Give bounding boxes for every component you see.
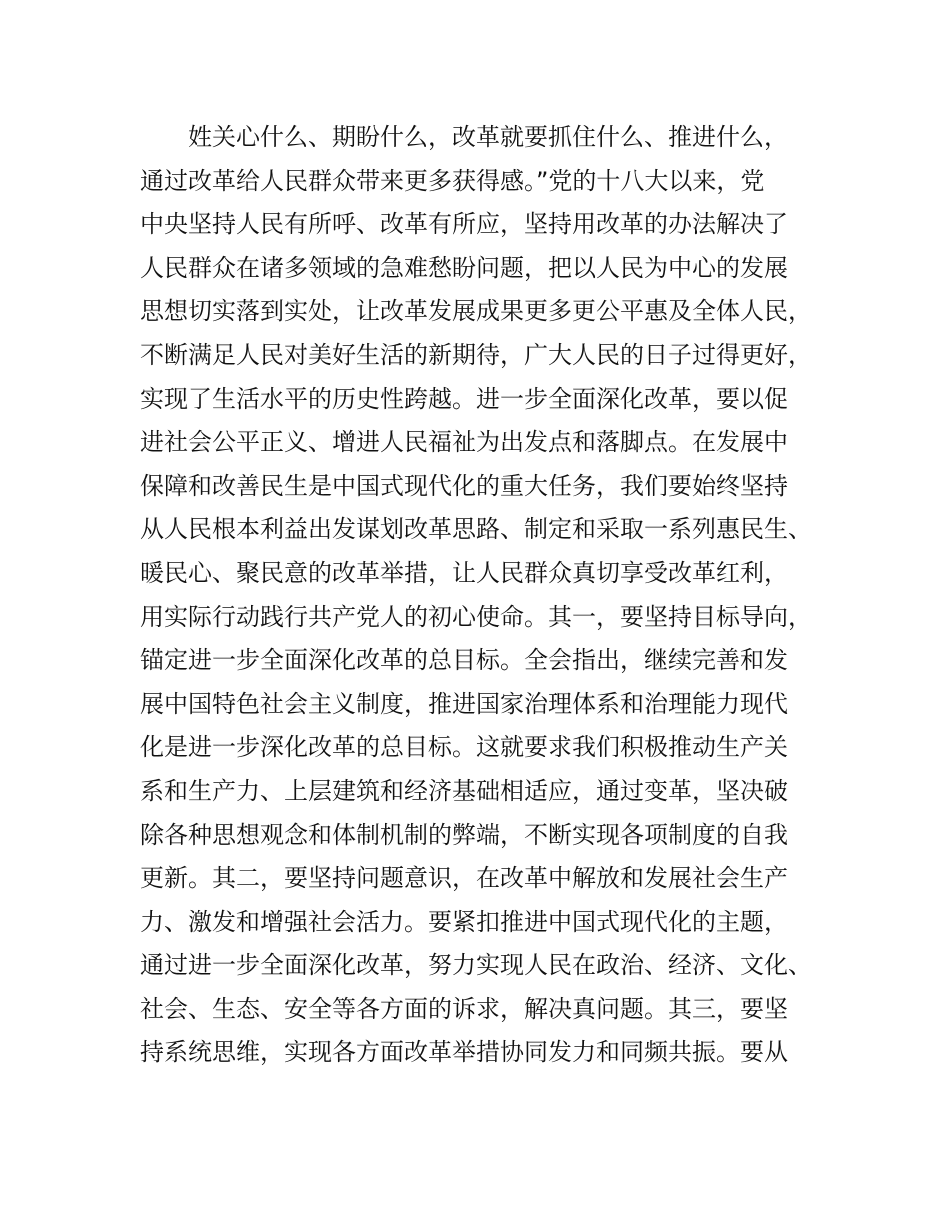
text-line: 思想切实落到实处，让改革发展成果更多更公平惠及全体人民， — [140, 297, 812, 326]
text-line: 保障和改善民生是中国式现代化的重大任务，我们要始终坚持 — [140, 471, 788, 500]
text-line: 人民群众在诸多领域的急难愁盼问题，把以人民为中心的发展 — [140, 253, 788, 282]
text-line: 用实际行动践行共产党人的初心使命。其一，要坚持目标导向， — [140, 602, 812, 631]
text-line: 锚定进一步全面深化改革的总目标。全会指出，继续完善和发 — [140, 646, 788, 675]
text-line: 姓关心什么、期盼什么，改革就要抓住什么、推进什么， — [188, 123, 788, 151]
text-line: 通过改革给人民群众带来更多获得感。”党的十八大以来，党 — [140, 166, 765, 195]
text-line: 力、激发和增强社会活力。要紧扣推进中国式现代化的主题， — [140, 907, 788, 936]
text-line: 暖民心、聚民意的改革举措，让人民群众真切享受改革红利， — [140, 558, 788, 587]
text-line: 社会、生态、安全等各方面的诉求，解决真问题。其三，要坚 — [140, 994, 788, 1023]
text-line: 持系统思维，实现各方面改革举措协同发力和同频共振。要从 — [140, 1038, 788, 1067]
text-line: 展中国特色社会主义制度，推进国家治理体系和治理能力现代 — [140, 689, 788, 718]
text-line: 通过进一步全面深化改革，努力实现人民在政治、经济、文化、 — [140, 951, 812, 980]
text-line: 更新。其二，要坚持问题意识，在改革中解放和发展社会生产 — [140, 864, 788, 893]
text-line: 系和生产力、上层建筑和经济基础相适应，通过变革，坚决破 — [140, 776, 788, 805]
text-line: 进社会公平正义、增进人民福祉为出发点和落脚点。在发展中 — [140, 428, 788, 457]
text-line: 从人民根本利益出发谋划改革思路、制定和采取一系列惠民生、 — [140, 515, 812, 544]
text-line: 化是进一步深化改革的总目标。这就要求我们积极推动生产关 — [140, 733, 788, 762]
body-text — [140, 116, 840, 1075]
text-line: 不断满足人民对美好生活的新期待，广大人民的日子过得更好， — [140, 340, 812, 369]
text-line: 实现了生活水平的历史性跨越。进一步全面深化改革，要以促 — [140, 384, 788, 413]
text-line: 除各种思想观念和体制机制的弊端，不断实现各项制度的自我 — [140, 820, 788, 849]
text-line: 中央坚持人民有所呼、改革有所应，坚持用改革的办法解决了 — [140, 210, 788, 239]
